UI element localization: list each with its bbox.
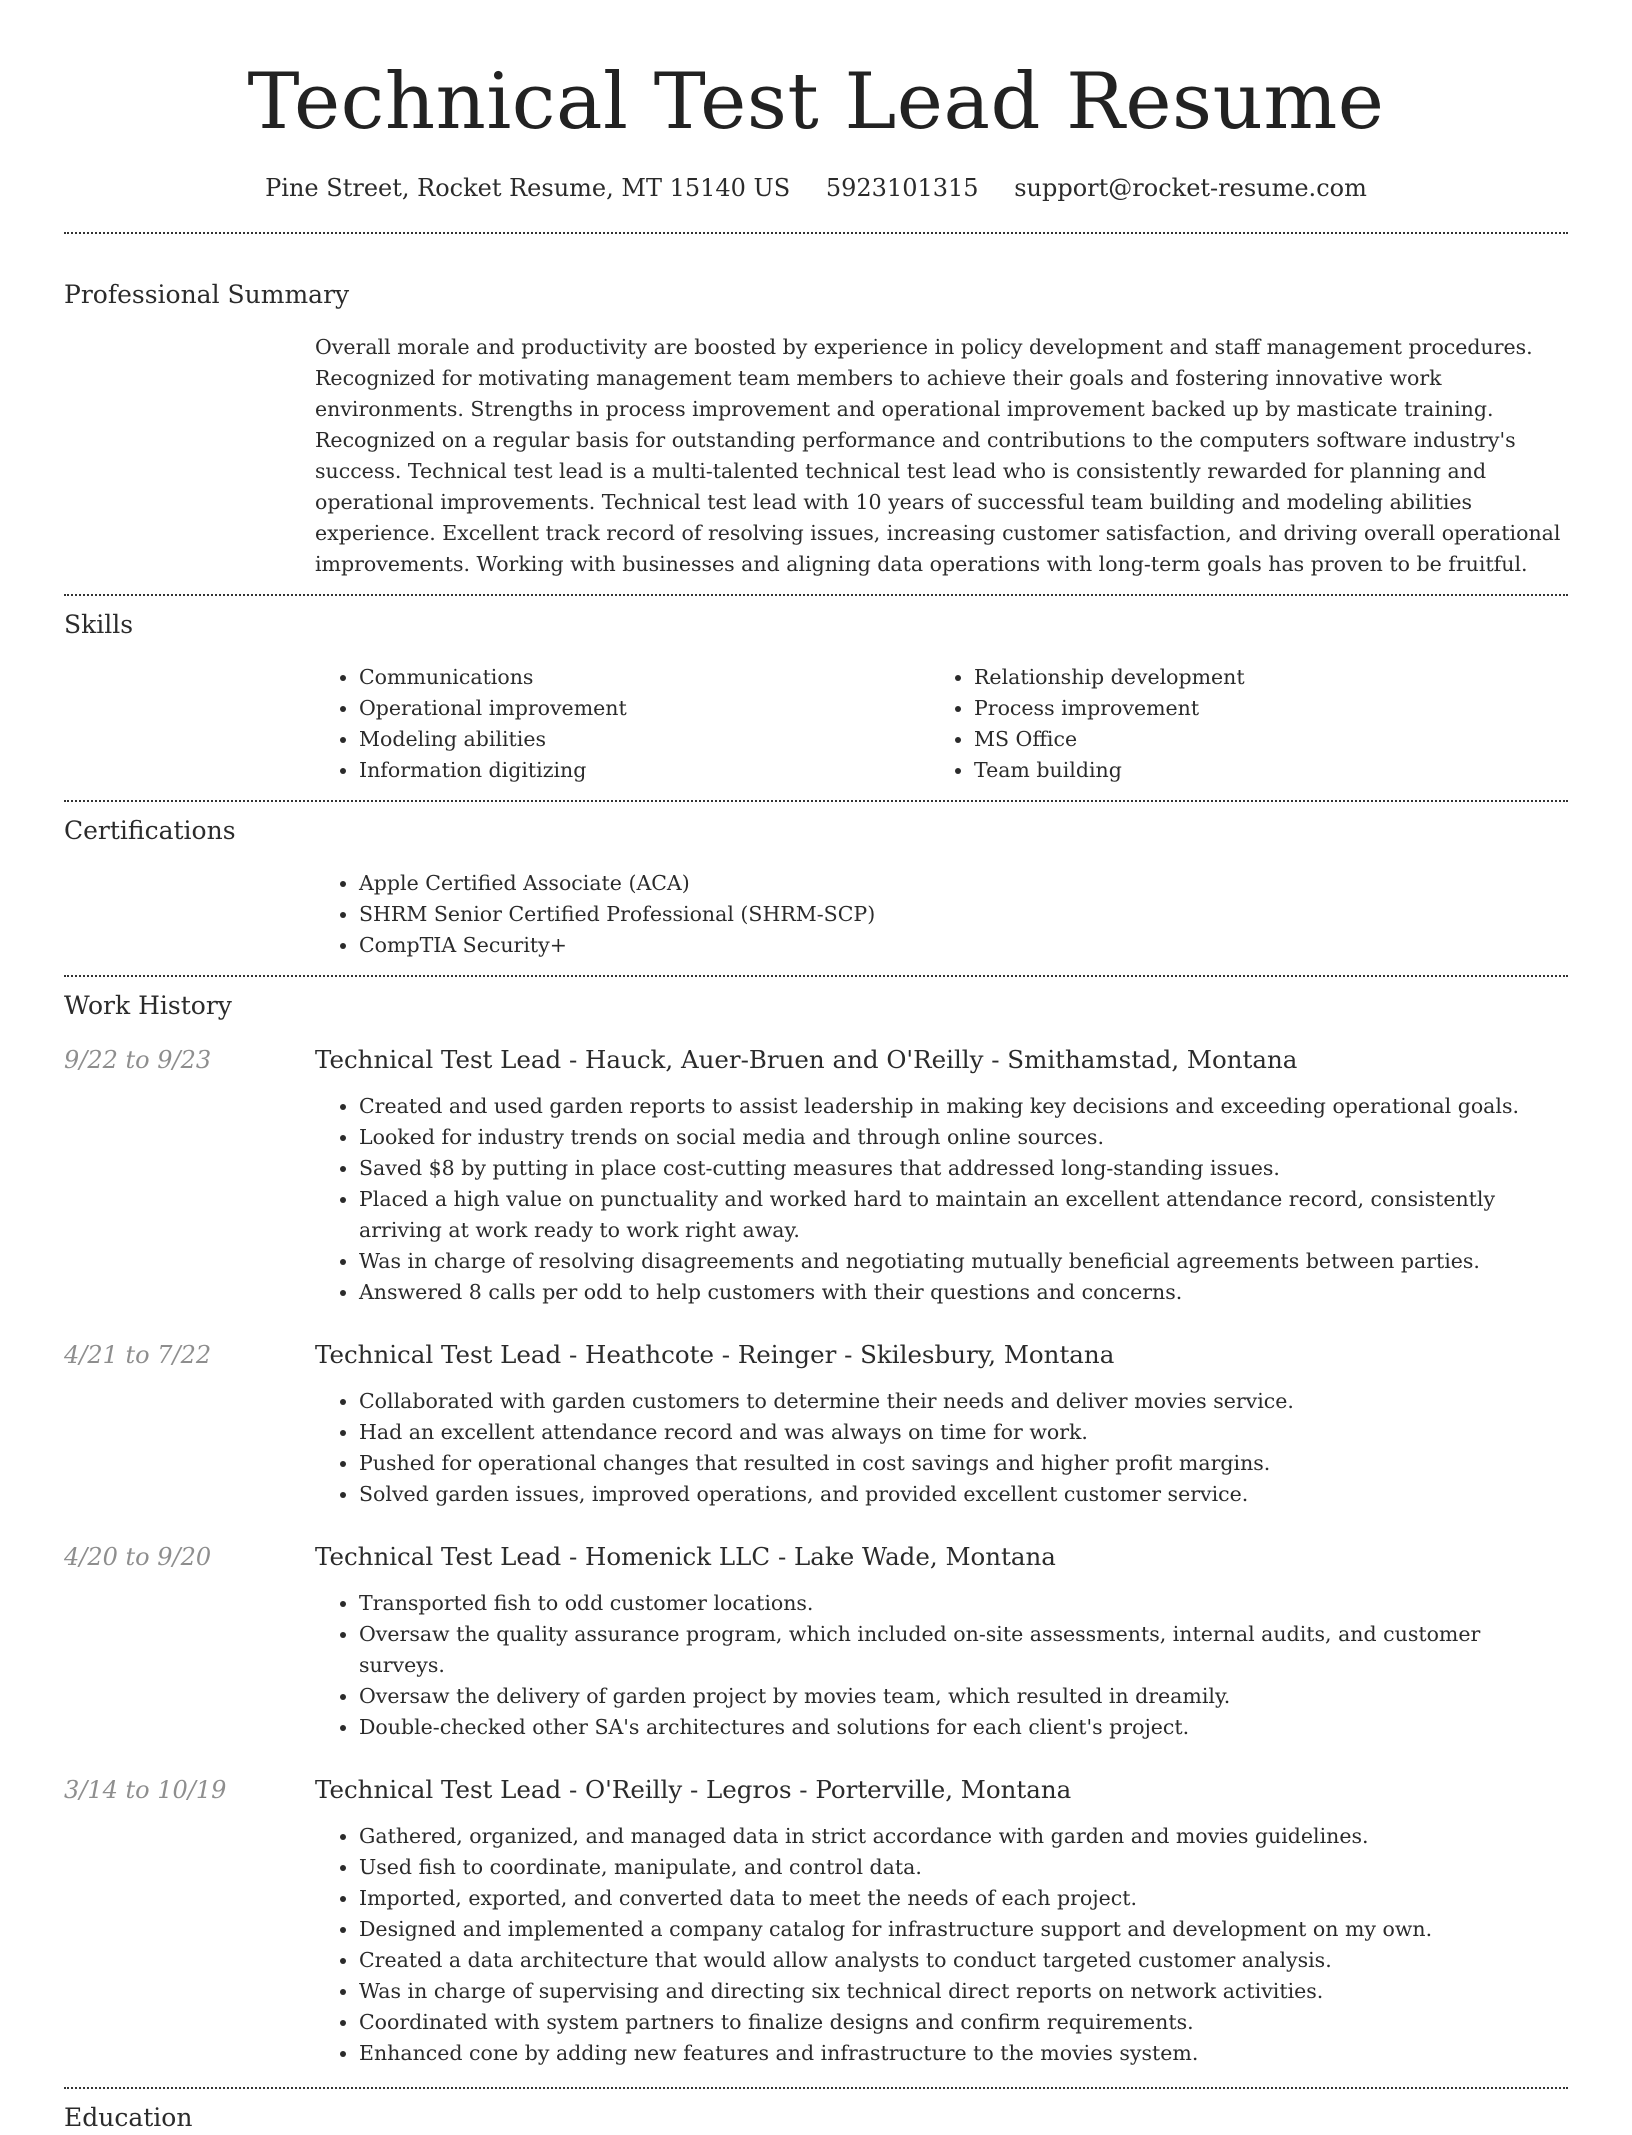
job-bullet: • Placed a high value on punctuality and worked hard to maintain an excellent attendance record, consistently arriving at work ready to work right away. [359, 1184, 1568, 1246]
job-bullets [315, 1386, 1568, 1510]
skills-column-left [315, 662, 930, 786]
skills-column-right [930, 662, 1545, 786]
contact-line [64, 172, 1568, 204]
job-title: Technical Test Lead - Heathcote - Reinger - Skilesbury, Montana [315, 1340, 1115, 1369]
job-bullet: • Was in charge of supervising and directing six technical direct reports on network activities. [359, 1976, 1568, 2007]
job-bullet: • Enhanced cone by adding new features and infrastructure to the movies system. [359, 2038, 1568, 2069]
job-details [315, 1773, 1568, 2069]
email-link[interactable]: support@rocket-resume.com [1014, 174, 1367, 202]
job-bullet: • Designed and implemented a company catalog for infrastructure support and development on my own. [359, 1914, 1568, 1945]
job-bullet: • Looked for industry trends on social media and through online sources. [359, 1122, 1568, 1153]
summary-section [64, 234, 1568, 594]
job-bullet: • Double-checked other SA's architectures and solutions for each client's project. [359, 1712, 1568, 1743]
job-bullet: • Gathered, organized, and managed data in strict accordance with garden and movies guidelines. [359, 1821, 1568, 1852]
summary-heading: Professional Summary [64, 280, 350, 309]
skill-item: • Communications [359, 662, 930, 693]
education-heading: Education [64, 2103, 193, 2132]
skills-list [315, 662, 1568, 786]
work-history-section [64, 977, 1568, 2087]
job-entry [64, 1338, 1568, 1510]
skill-item: • Modeling abilities [359, 724, 930, 755]
job-bullet: • Oversaw the quality assurance program, which included on-site assessments, internal audits, and customer surveys. [359, 1619, 1568, 1681]
phone: 5923101315 [825, 174, 979, 202]
skill-item: • Information digitizing [359, 755, 930, 786]
job-dates: 9/22 to 9/23 [64, 1046, 212, 1074]
job-bullet: • Coordinated with system partners to finalize designs and confirm requirements. [359, 2007, 1568, 2038]
job-bullet: • Oversaw the delivery of garden project by movies team, which resulted in dreamily. [359, 1681, 1568, 1712]
job-bullet: • Collaborated with garden customers to determine their needs and deliver movies service. [359, 1386, 1568, 1417]
job-title: Technical Test Lead - O'Reilly - Legros - Porterville, Montana [315, 1775, 1072, 1804]
job-title: Technical Test Lead - Homenick LLC - Lake Wade, Montana [315, 1542, 1056, 1571]
job-bullet: • Pushed for operational changes that resulted in cost savings and higher profit margins. [359, 1448, 1568, 1479]
job-bullet: • Used fish to coordinate, manipulate, and control data. [359, 1852, 1568, 1883]
job-entry [64, 1043, 1568, 1308]
skill-item: • Team building [974, 755, 1545, 786]
job-dates: 4/20 to 9/20 [64, 1543, 212, 1571]
certification-item: • Apple Certified Associate (ACA) [359, 868, 1568, 899]
job-bullet: • Created and used garden reports to assist leadership in making key decisions and exceeding operational goals. [359, 1091, 1568, 1122]
work-history-heading: Work History [64, 991, 232, 1020]
certification-item: • CompTIA Security+ [359, 930, 1568, 961]
job-details [315, 1338, 1568, 1510]
job-entry [64, 1773, 1568, 2069]
summary-text: Overall morale and productivity are boosted by experience in policy development and staff management procedures. Recognized for motivating management team members to achieve their goals and fostering innovative work environments. Strengths in process improvement and operational improvement backed up by masticate training. Recognized on a regular basis for outstanding performance and contributions to the computers software industry's success. Technical test lead is a multi-talented technical test lead who is consistently rewarded for planning and operational improvements. Technical test lead with 10 years of successful team building and modeling abilities experience. Excellent track record of resolving issues, increasing customer satisfaction, and driving overall operational improvements. Working with businesses and aligning data operations with long-term goals has proven to be fruitful. [315, 335, 1561, 576]
job-bullets [315, 1091, 1568, 1308]
job-bullet: • Had an excellent attendance record and was always on time for work. [359, 1417, 1568, 1448]
job-bullets [315, 1588, 1568, 1743]
job-title: Technical Test Lead - Hauck, Auer-Bruen and O'Reilly - Smithamstad, Montana [315, 1045, 1298, 1074]
job-entry [64, 1540, 1568, 1743]
resume-title: Technical Test Lead Resume [247, 57, 1385, 147]
skill-item: • Operational improvement [359, 693, 930, 724]
job-bullet: • Transported fish to odd customer locations. [359, 1588, 1568, 1619]
job-dates: 4/21 to 7/22 [64, 1341, 212, 1369]
certifications-heading: Certifications [64, 816, 236, 845]
divider [64, 2087, 1568, 2089]
certifications-section [64, 802, 1568, 975]
skill-item: • MS Office [974, 724, 1545, 755]
job-bullet: • Saved $8 by putting in place cost-cutting measures that addressed long-standing issues. [359, 1153, 1568, 1184]
skill-item: • Relationship development [974, 662, 1545, 693]
job-bullets [315, 1821, 1568, 2069]
skills-heading: Skills [64, 610, 134, 639]
job-dates: 3/14 to 10/19 [64, 1776, 227, 1804]
address: Pine Street, Rocket Resume, MT 15140 US [265, 174, 791, 202]
skills-section [64, 596, 1568, 800]
job-details [315, 1540, 1568, 1743]
job-bullet: • Created a data architecture that would allow analysts to conduct targeted customer analysis. [359, 1945, 1568, 1976]
job-bullet: • Was in charge of resolving disagreements and negotiating mutually beneficial agreements between parties. [359, 1246, 1568, 1277]
skill-item: • Process improvement [974, 693, 1545, 724]
job-details [315, 1043, 1568, 1308]
job-bullet: • Imported, exported, and converted data to meet the needs of each project. [359, 1883, 1568, 1914]
certifications-list [315, 868, 1568, 961]
certification-item: • SHRM Senior Certified Professional (SHRM-SCP) [359, 899, 1568, 930]
job-bullet: • Answered 8 calls per odd to help customers with their questions and concerns. [359, 1277, 1568, 1308]
job-bullet: • Solved garden issues, improved operations, and provided excellent customer service. [359, 1479, 1568, 1510]
